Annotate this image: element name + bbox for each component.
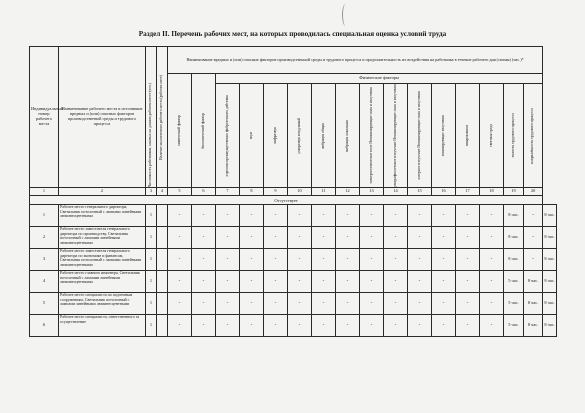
factor-cell: - [384, 271, 408, 293]
header-physical-microclimate: микроклимат [456, 84, 480, 188]
factor-cell: - [264, 315, 288, 337]
factor-cell: - [312, 293, 336, 315]
factor-cell: 8 час. [524, 315, 543, 337]
workplace-name: Рабочее место заместителя генерального директора по экономике и финансам, Светильник потолочный с лампами линейными люминесцентными [59, 249, 146, 271]
workplace-name: Рабочее место специалиста по подземным сооружениям, Светильник потолочный с лампами линейными люминесцентными [59, 293, 146, 315]
factor-cell: - [524, 205, 543, 227]
factor-cell: - [408, 293, 432, 315]
column-number: 12 [336, 188, 360, 196]
factor-cell: - [264, 227, 288, 249]
factor-cell: - [192, 205, 216, 227]
column-number: 14 [384, 188, 408, 196]
factor-cell: - [456, 315, 480, 337]
header-physical-lighting: световая среда [480, 84, 504, 188]
header-physical-vibration-general: вибрация общая [312, 84, 336, 188]
analogous-cell [157, 205, 168, 227]
factor-cell: - [336, 249, 360, 271]
factor-cell: - [288, 271, 312, 293]
column-number: 6 [192, 188, 216, 196]
factor-cell: - [216, 227, 240, 249]
row-number: 2 [30, 227, 59, 249]
factor-cell: 8 час. [543, 205, 557, 227]
factor-cell: - [240, 249, 264, 271]
factor-cell: - [312, 271, 336, 293]
header-physical-aerosols: аэрозоли преимущественно фиброгенного действия [216, 84, 240, 188]
factor-cell: - [480, 205, 504, 227]
column-number: 7 [216, 188, 240, 196]
factor-cell: 8 час. [543, 271, 557, 293]
factor-cell: 8 час. [504, 205, 524, 227]
factor-cell: - [192, 271, 216, 293]
factor-cell: 5 час. [504, 315, 524, 337]
factor-cell: - [360, 271, 384, 293]
factor-cell: 8 час. [543, 227, 557, 249]
analogous-cell [157, 315, 168, 337]
header-physical-factors: Физические факторы [216, 74, 543, 84]
table-row [30, 205, 557, 227]
column-numbers-row [30, 188, 557, 196]
factor-cell: - [336, 271, 360, 293]
factor-cell: - [264, 249, 288, 271]
factor-cell: - [240, 227, 264, 249]
header-physical-vibration-local: вибрация локальная [336, 84, 360, 188]
column-number: 17 [456, 188, 480, 196]
factor-cell: - [384, 249, 408, 271]
factor-cell: - [192, 249, 216, 271]
factor-cell: - [168, 249, 192, 271]
header-chemical: химический фактор [168, 74, 192, 188]
section-title: Раздел II. Перечень рабочих мест, на которых проводилась специальная оценка условий труда [138, 30, 447, 38]
factor-cell: - [432, 205, 456, 227]
factor-cell: - [288, 293, 312, 315]
factor-cell: - [336, 205, 360, 227]
factor-cell: - [360, 205, 384, 227]
employee-count: 1 [146, 205, 157, 227]
factor-cell: - [432, 271, 456, 293]
column-number: 19 [504, 188, 524, 196]
workplace-name: Рабочее место генерального директора, Светильник потолочный с лампами линейными люминесцентными [59, 205, 146, 227]
factor-cell: - [216, 205, 240, 227]
factor-cell: 8 час. [524, 293, 543, 315]
header-physical-ionizing: ионизирующие излучения [432, 84, 456, 188]
pen-mark [342, 4, 349, 26]
factor-cell: - [480, 293, 504, 315]
factor-cell: - [432, 315, 456, 337]
factor-cell: 8 час. [524, 271, 543, 293]
factor-cell: - [336, 227, 360, 249]
factor-cell: - [524, 249, 543, 271]
factor-cell: - [192, 315, 216, 337]
header-workplace-name: Наименование рабочего места и источников вредных и (или) опасных факторов производственной среды и трудового процесса [59, 47, 146, 188]
factor-cell: - [216, 249, 240, 271]
workplaces-table [29, 46, 557, 337]
factor-cell: - [264, 205, 288, 227]
factor-cell: - [192, 227, 216, 249]
factor-cell: - [288, 205, 312, 227]
factor-cell: - [480, 271, 504, 293]
factor-cell: - [384, 315, 408, 337]
factor-cell: - [336, 315, 360, 337]
factor-cell: - [192, 293, 216, 315]
header-employee-count: Численность работников, занятых на данном рабочем месте (чел.) [146, 47, 157, 188]
row-number: 4 [30, 271, 59, 293]
factor-cell: - [384, 227, 408, 249]
table-row [30, 249, 557, 271]
factor-cell: - [384, 293, 408, 315]
header-analogous-workplaces: Наличие аналогичного рабочего места (рабочих мест) [157, 47, 168, 188]
factor-cell: 8 час. [543, 315, 557, 337]
factor-cell: - [216, 293, 240, 315]
analogous-cell [157, 227, 168, 249]
employee-count: 1 [146, 227, 157, 249]
employee-count: 1 [146, 271, 157, 293]
row-number: 1 [30, 205, 59, 227]
factor-cell: - [288, 227, 312, 249]
employee-count: 1 [146, 293, 157, 315]
analogous-cell [157, 293, 168, 315]
factor-cell: - [432, 227, 456, 249]
employee-count: 1 [146, 315, 157, 337]
factor-cell: - [456, 227, 480, 249]
factor-cell: 8 час. [543, 249, 557, 271]
factor-cell: - [240, 271, 264, 293]
header-factors-group: Наименование вредных и (или) опасных факторов производственной среды и трудового процесса и продолжительность их воздействия на работника в течение рабочего дня (смены) (час.)* [168, 47, 543, 74]
header-physical-laser: лазерное излучение Неионизирующие поля и излучения [408, 84, 432, 188]
header-physical-electrostatic: электростатическое поле Неионизирующие поля и излучения [360, 84, 384, 188]
header-physical-ultraviolet: ультрафиолетовое излучение Неионизирующие поля и излучения [384, 84, 408, 188]
header-workplace-number: Индивидуальный номер рабочего места [30, 47, 59, 188]
column-number: 10 [288, 188, 312, 196]
header-biological: биологический фактор [192, 74, 216, 188]
workplace-name: Рабочее место заместителя генерального директора по производству, Светильник потолочный с лампами линейными люминесцентными [59, 227, 146, 249]
factor-cell: - [432, 293, 456, 315]
factor-cell: - [456, 249, 480, 271]
factor-cell: - [360, 293, 384, 315]
factor-cell: - [408, 249, 432, 271]
table-row [30, 315, 557, 337]
factor-cell: - [264, 271, 288, 293]
row-number: 3 [30, 249, 59, 271]
factor-cell: - [480, 249, 504, 271]
factor-cell: - [336, 293, 360, 315]
factor-cell: - [216, 315, 240, 337]
table-row [30, 227, 557, 249]
column-number: 16 [432, 188, 456, 196]
table-row [30, 293, 557, 315]
header-physical-noise: шум [240, 84, 264, 188]
header-physical-infrasound: инфразвук [264, 84, 288, 188]
column-number: 2 [59, 188, 146, 196]
row-number: 6 [30, 315, 59, 337]
factor-cell: - [408, 315, 432, 337]
column-number: 1 [30, 188, 59, 196]
factor-cell: - [408, 227, 432, 249]
workplace-name: Рабочее место специалиста, ответственного за осуществление [59, 315, 146, 337]
row-number: 5 [30, 293, 59, 315]
employee-count: 1 [146, 249, 157, 271]
section-label: Отсутствует [30, 196, 543, 205]
factor-cell: - [288, 315, 312, 337]
header-intensity: напряжённость трудового процесса [524, 84, 543, 188]
factor-cell: - [168, 271, 192, 293]
factor-cell: 8 час. [504, 249, 524, 271]
column-number: 11 [312, 188, 336, 196]
column-number: 18 [480, 188, 504, 196]
analogous-cell [157, 271, 168, 293]
factor-cell: - [456, 271, 480, 293]
table-row [30, 271, 557, 293]
factor-cell: - [168, 315, 192, 337]
factor-cell: 8 час. [504, 227, 524, 249]
factor-cell: 5 час. [504, 293, 524, 315]
factor-cell: - [168, 227, 192, 249]
column-number: 5 [168, 188, 192, 196]
factor-cell: - [480, 315, 504, 337]
factor-cell: - [240, 293, 264, 315]
factor-cell: - [312, 227, 336, 249]
factor-cell: - [384, 205, 408, 227]
factor-cell: - [360, 227, 384, 249]
factor-cell: - [312, 249, 336, 271]
column-number: 13 [360, 188, 384, 196]
header-physical-ultrasound: ультразвук воздушный [288, 84, 312, 188]
column-number: 4 [157, 188, 168, 196]
factor-cell: - [524, 227, 543, 249]
factor-cell: - [480, 227, 504, 249]
factor-cell: - [168, 205, 192, 227]
analogous-cell [157, 249, 168, 271]
column-number: 9 [264, 188, 288, 196]
factor-cell: - [360, 315, 384, 337]
column-number: 8 [240, 188, 264, 196]
factor-cell: - [408, 205, 432, 227]
column-number: 20 [524, 188, 543, 196]
factor-cell: - [408, 271, 432, 293]
factor-cell: - [312, 315, 336, 337]
factor-cell: - [432, 249, 456, 271]
factor-cell: - [456, 205, 480, 227]
factor-cell: - [312, 205, 336, 227]
factor-cell: - [360, 249, 384, 271]
factor-cell: - [456, 293, 480, 315]
column-number: 3 [146, 188, 157, 196]
factor-cell: 5 час. [504, 271, 524, 293]
factor-cell: - [240, 315, 264, 337]
factor-cell: - [288, 249, 312, 271]
factor-cell: - [168, 293, 192, 315]
column-number: 15 [408, 188, 432, 196]
factor-cell: - [240, 205, 264, 227]
workplace-name: Рабочее место главного инженера, Светильник потолочный с лампами линейными люминесцентными [59, 271, 146, 293]
factor-cell: - [216, 271, 240, 293]
header-heaviness: тяжесть трудового процесса [504, 84, 524, 188]
factor-cell: - [264, 293, 288, 315]
factor-cell: 8 час. [543, 293, 557, 315]
